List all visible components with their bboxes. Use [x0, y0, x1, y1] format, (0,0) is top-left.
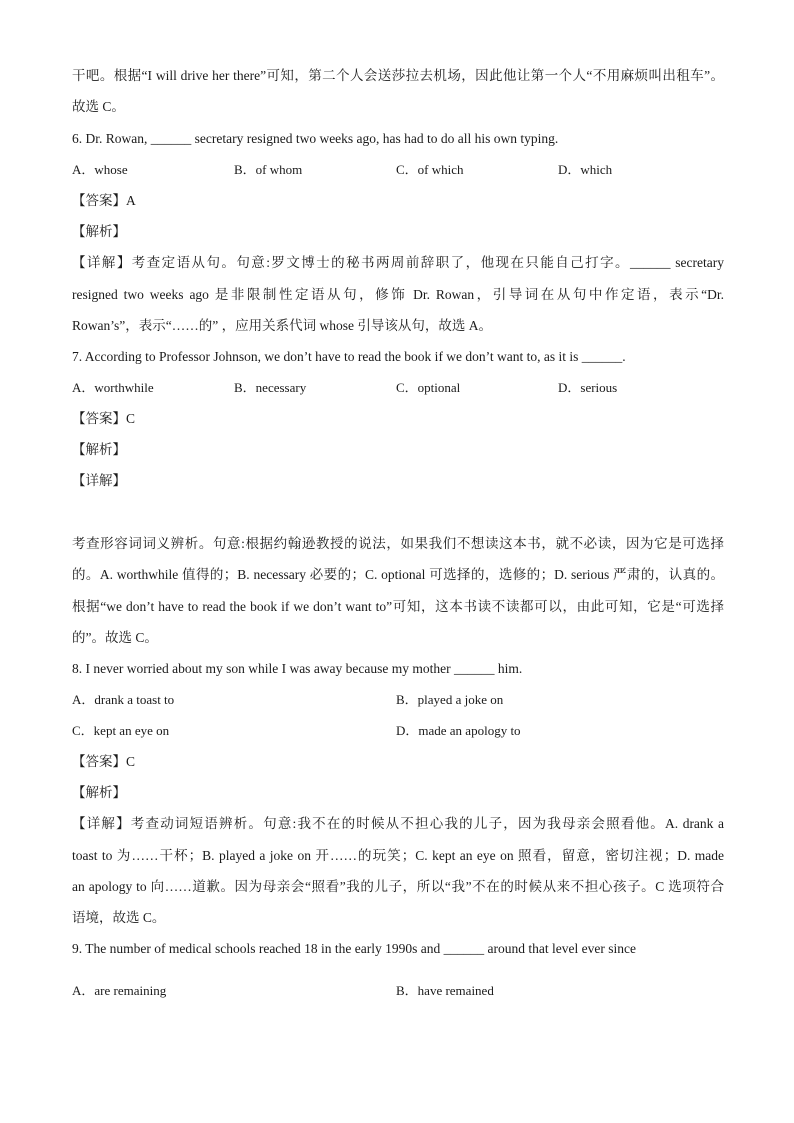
q8-option-d: D．made an apology to	[396, 723, 521, 738]
q6-option-b: B．of whom	[234, 162, 303, 177]
question-7: 7. According to Professor Johnson, we don’t have to read the book if we don’t want to, as it is ______.	[72, 349, 626, 364]
q7-option-a: A．worthwhile	[72, 380, 154, 395]
q8-detail-line: an apology to 向……道歉。因为母亲会“照看”我的儿子，所以“我”不在的时候从来不担心孩子。C 选项符合	[72, 879, 724, 894]
q6-detail-line: Rowan’s”，表示“……的” ，应用关系代词 whose 引导该从句，故选 A。	[72, 318, 492, 333]
question-8: 8. I never worried about my son while I was away because my mother ______ him.	[72, 661, 523, 676]
q8-option-c: C．kept an eye on	[72, 723, 170, 738]
q8-option-a: A．drank a toast to	[72, 692, 175, 707]
q7-option-b: B．necessary	[234, 380, 307, 395]
q6-option-a: A．whose	[72, 162, 128, 177]
explanation-line: 干吧。根据“I will drive her there”可知，第二个人会送莎拉去机场，因此他让第一个人“不用麻烦叫出租车”。	[72, 68, 724, 83]
q6-detail-line: 【详解】考查定语从句。句意:罗文博士的秘书两周前辞职了，他现在只能自己打字。______ secretary	[72, 255, 724, 270]
question-6: 6. Dr. Rowan, ______ secretary resigned two weeks ago, has had to do all his own typing.	[72, 131, 559, 146]
question-9: 9. The number of medical schools reached 18 in the early 1990s and ______ around that level ever since	[72, 941, 636, 956]
q8-detail-line: 【详解】考查动词短语辨析。句意:我不在的时候从不担心我的儿子，因为我母亲会照看他。A. drank a	[72, 816, 724, 831]
q7-detail-line: 的。A. worthwhile 值得的；B. necessary 必要的；C. optional 可选择的，选修的；D. serious 严肃的，认真的。	[72, 567, 724, 582]
q8-detail-line: toast to 为……干杯；B. played a joke on 开……的玩笑；C. kept an eye on 照看，留意，密切注视；D. made	[72, 848, 724, 863]
q7-answer: 【答案】C	[72, 411, 136, 426]
q9-option-b: B．have remained	[396, 983, 494, 998]
q8-option-b: B．played a joke on	[396, 692, 504, 707]
q6-answer: 【答案】A	[72, 193, 136, 208]
explanation-line: 故选 C。	[72, 99, 125, 114]
q7-detail-label: 【详解】	[72, 473, 126, 488]
q6-analysis-label: 【解析】	[72, 224, 126, 239]
q9-option-a: A．are remaining	[72, 983, 167, 998]
q7-analysis-label: 【解析】	[72, 442, 126, 457]
q7-option-c: C．optional	[396, 380, 461, 395]
q6-option-c: C．of which	[396, 162, 464, 177]
q7-detail-line: 根据“we don’t have to read the book if we don’t want to”可知，这本书读不读都可以，由此可知，它是“可选择	[72, 599, 724, 614]
q6-option-d: D．which	[558, 162, 613, 177]
q8-detail-line: 语境，故选 C。	[72, 910, 166, 925]
q8-analysis-label: 【解析】	[72, 785, 126, 800]
q7-detail-line: 的”。故选 C。	[72, 630, 158, 645]
q7-option-d: D．serious	[558, 380, 618, 395]
q7-detail-line: 考查形容词词义辨析。句意:根据约翰逊教授的说法，如果我们不想读这本书，就不必读，因为它是可选择	[72, 536, 724, 551]
q8-answer: 【答案】C	[72, 754, 136, 769]
q6-detail-line: resigned two weeks ago 是非限制性定语从句，修饰 Dr. Rowan，引导词在从句中作定语，表示“Dr.	[72, 287, 724, 302]
